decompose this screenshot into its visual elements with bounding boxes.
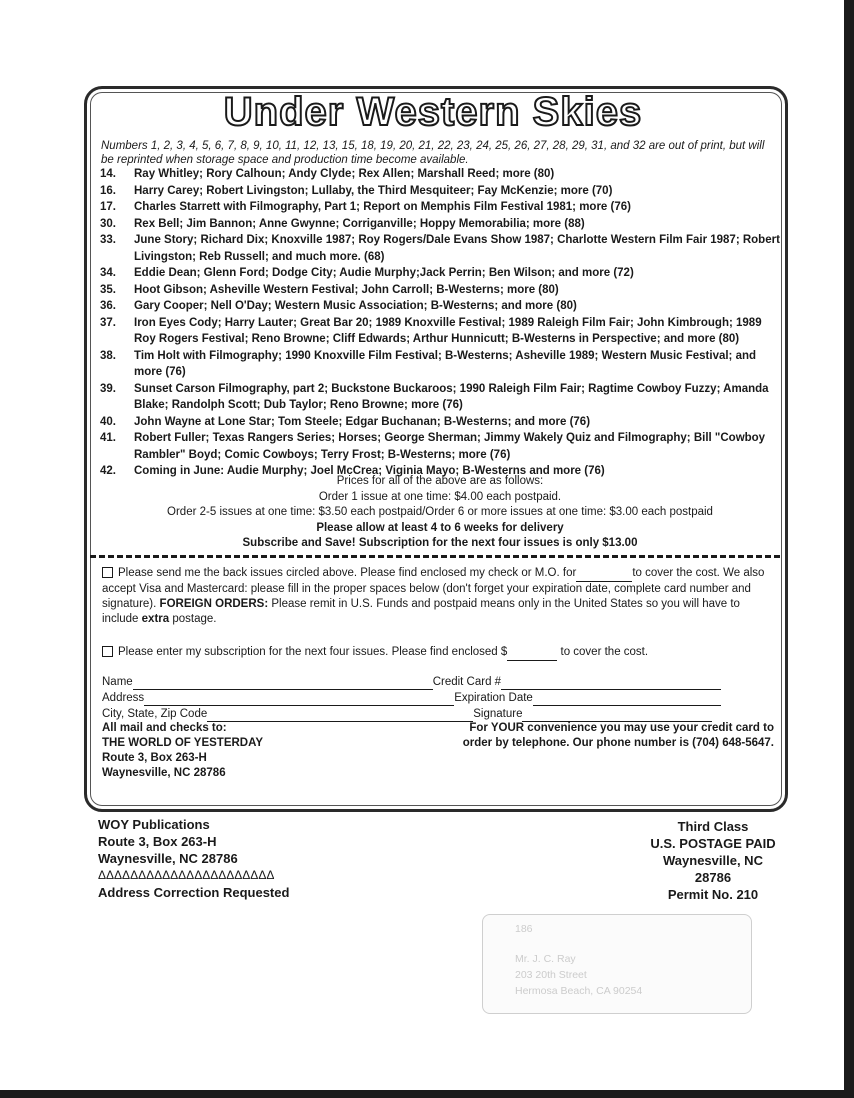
expiration-field[interactable]: [533, 690, 721, 706]
prices-heading: Prices for all of the above are as follows:: [336, 475, 544, 487]
list-item: [100, 315, 780, 348]
extra-word: extra: [141, 613, 170, 625]
postage-permit: Permit No. 210: [667, 887, 759, 902]
subscription-checkbox[interactable]: [102, 646, 113, 657]
list-item: [100, 199, 780, 216]
issue-number: 38.: [100, 349, 116, 362]
field-row: [102, 674, 774, 690]
back-issues-checkbox[interactable]: [102, 567, 113, 578]
payment-fields: [102, 674, 774, 722]
signature-field[interactable]: [522, 706, 712, 722]
issue-number: 33.: [100, 234, 116, 246]
issue-number: 17.: [100, 201, 116, 213]
issue-contents: John Wayne at Lone Star; Tom Steele; Edgar Buchanan; B-Westerns; and more (76): [134, 415, 591, 428]
order-form: [102, 566, 774, 661]
price-multiple: Order 2-5 issues at one time: $3.50 each postpaid/Order 6 or more issues at one time: $3.00 each postpaid: [167, 506, 713, 518]
issue-contents: Rex Bell; Jim Bannon; Anne Gwynne; Corriganville; Hoppy Memorabilia; more (88): [134, 217, 585, 230]
list-item: [100, 348, 780, 381]
issue-number: 16.: [100, 184, 116, 197]
mail-heading: All mail and checks to:: [102, 722, 227, 734]
issue-number: 36.: [100, 300, 116, 312]
back-issues-amount-field[interactable]: [576, 566, 632, 582]
issue-number: 41.: [100, 432, 116, 444]
issue-number: 39.: [100, 382, 116, 395]
address-label: Address: [102, 692, 145, 704]
issue-contents: Iron Eyes Cody; Harry Lauter; Great Bar 20; 1989 Knoxville Festival; 1989 Raleigh Film Fair; John Kimbrough; 1989 Roy Rogers Festival; Reno Browne; Cliff Edwards; Arthur Hunnicutt; B-Westerns in Perspective; and more (80): [134, 316, 762, 345]
issue-contents: Hoot Gibson; Asheville Western Festival; John Carroll; B-Westerns; more (80): [134, 283, 559, 296]
issue-contents: Coming in June: Audie Murphy; Joel McCrea; Viginia Mayo; B-Westerns and more (76): [134, 465, 605, 477]
back-issues-paragraph: [102, 566, 774, 627]
price-single: Order 1 issue at one time: $4.00 each postpaid.: [318, 490, 562, 503]
field-row: [102, 690, 774, 706]
issue-contents: Ray Whitley; Rory Calhoun; Andy Clyde; Rex Allen; Marshall Reed; more (80): [134, 168, 555, 180]
mail-street: Route 3, Box 263-H: [102, 752, 207, 764]
list-item: [100, 298, 780, 315]
field-row: [102, 706, 774, 722]
back-issues-text-b: to cover the cost. We also accept Visa and Mastercard: please fill in the proper spaces below (don't forget your expiration date, complete card number and signature).: [102, 567, 765, 610]
issue-number: 37.: [100, 316, 116, 329]
publisher-name: WOY Publications: [98, 817, 210, 832]
page-title: Under Western Skies: [223, 90, 643, 134]
issue-contents: Harry Carey; Robert Livingston; Lullaby, the Third Mesquiteer; Fay McKenzie; more (70): [134, 184, 613, 197]
postage-paid: U.S. POSTAGE PAID: [650, 836, 776, 851]
list-item: [100, 265, 780, 282]
list-item: [100, 183, 780, 200]
list-item: [100, 216, 780, 233]
credit-card-label: Credit Card #: [432, 676, 502, 688]
issue-number: 30.: [100, 217, 116, 230]
postage-word: postage.: [172, 613, 217, 625]
mail-city: Waynesville, NC 28786: [102, 767, 226, 779]
return-address: [98, 816, 289, 901]
list-item: [100, 282, 780, 299]
list-item: [100, 166, 780, 183]
issue-contents: Tim Holt with Filmography; 1990 Knoxville Film Festival; B-Westerns; Asheville 1989; Western Music Festival; and more (76): [134, 349, 757, 378]
address-field[interactable]: [144, 690, 454, 706]
postage-zip: 28786: [694, 870, 732, 885]
mailing-address: [102, 721, 263, 781]
subscription-amount-field[interactable]: [507, 645, 557, 661]
issue-number: 14.: [100, 168, 116, 180]
back-issues-text-a: Please send me the back issues circled above. Please find enclosed my check or M.O. for: [118, 567, 577, 579]
delivery-note: Please allow at least 4 to 6 weeks for delivery: [316, 521, 564, 534]
postage-class: Third Class: [677, 819, 749, 834]
postage-city: Waynesville, NC: [663, 853, 763, 868]
issue-number: 35.: [100, 283, 116, 296]
city-label: City, State, Zip Code: [102, 708, 208, 720]
label-line: 186: [515, 923, 533, 935]
label-line: 203 20th Street: [515, 969, 587, 981]
triangle-marks: ΔΔΔΔΔΔΔΔΔΔΔΔΔΔΔΔΔΔΔΔΔΔ: [98, 868, 275, 882]
list-item: [100, 381, 780, 414]
out-of-print-note: Numbers 1, 2, 3, 4, 5, 6, 7, 8, 9, 10, 11, 12, 13, 15, 18, 19, 20, 21, 22, 23, 24, 25, 26, 27, 28, 29, 31, and 32 are out of print, but will be reprinted when storage space and production time become available.: [101, 140, 765, 166]
foreign-orders-label: FOREIGN ORDERS:: [159, 598, 269, 610]
subscription-offer: Subscribe and Save! Subscription for the next four issues is only $13.00: [242, 537, 638, 549]
foreign-orders-text: Please remit in U.S. Funds and postpaid means only in the United States so you will have to include: [102, 598, 740, 625]
issue-contents: Eddie Dean; Glenn Ford; Dodge City; Audie Murphy;Jack Perrin; Ben Wilson; and more (72): [134, 267, 634, 279]
scan-edge-right: [844, 0, 854, 1098]
list-item: [100, 232, 780, 265]
subscription-paragraph: [102, 645, 774, 661]
mail-company: THE WORLD OF YESTERDAY: [102, 737, 264, 749]
scan-edge-bottom: [0, 1090, 854, 1098]
subscription-text-b: to cover the cost.: [560, 646, 649, 658]
label-line: Mr. J. C. Ray: [515, 953, 576, 965]
issue-number: 40.: [100, 415, 116, 428]
issue-contents: Gary Cooper; Nell O'Day; Western Music Association; B-Westerns; and more (80): [134, 300, 577, 312]
issue-number: 42.: [100, 465, 116, 477]
address-correction: Address Correction Requested: [98, 885, 290, 900]
issue-number: 34.: [100, 267, 116, 279]
issue-contents: Charles Starrett with Filmography, Part 1; Report on Memphis Film Festival 1981; more (76): [134, 201, 631, 213]
signature-label: Signature: [473, 708, 523, 720]
phone-order-note: For YOUR convenience you may use your credit card to order by telephone. Our phone number is (704) 648-5647.: [462, 722, 774, 749]
issue-contents: Sunset Carson Filmography, part 2; Buckstone Buckaroos; 1990 Raleigh Film Fair; Ragtime Cowboy Fuzzy; Amanda Blake; Randolph Scott; Dub Taylor; Reno Browne; more (76): [134, 382, 769, 411]
name-label: Name: [102, 676, 133, 688]
expiration-label: Expiration Date: [454, 692, 533, 704]
publisher-city: Waynesville, NC 28786: [98, 851, 238, 866]
label-line: Hermosa Beach, CA 90254: [515, 985, 643, 997]
list-item: [100, 414, 780, 431]
price-list: [90, 474, 790, 552]
issue-list: [100, 166, 780, 480]
subscription-text-a: Please enter my subscription for the next four issues. Please find enclosed $: [118, 646, 508, 658]
list-item: [100, 430, 780, 463]
issue-contents: Robert Fuller; Texas Rangers Series; Horses; George Sherman; Jimmy Wakely Quiz and Filmography; Bill "Cowboy Rambler" Boyd; Comic Cowboys; Terry Frost; B-Westerns; more (76): [134, 432, 766, 461]
city-field[interactable]: [207, 706, 473, 722]
cut-line: [90, 555, 780, 558]
postage-indicia: [618, 818, 808, 903]
mailing-label: [482, 914, 752, 1014]
name-field[interactable]: [133, 674, 433, 690]
issue-contents: June Story; Richard Dix; Knoxville 1987; Roy Rogers/Dale Evans Show 1987; Charlotte Western Film Fair 1987; Robert Livingston; Reb Russell; and much more. (68): [134, 234, 780, 263]
publisher-street: Route 3, Box 263-H: [98, 834, 217, 849]
credit-card-field[interactable]: [501, 674, 721, 690]
